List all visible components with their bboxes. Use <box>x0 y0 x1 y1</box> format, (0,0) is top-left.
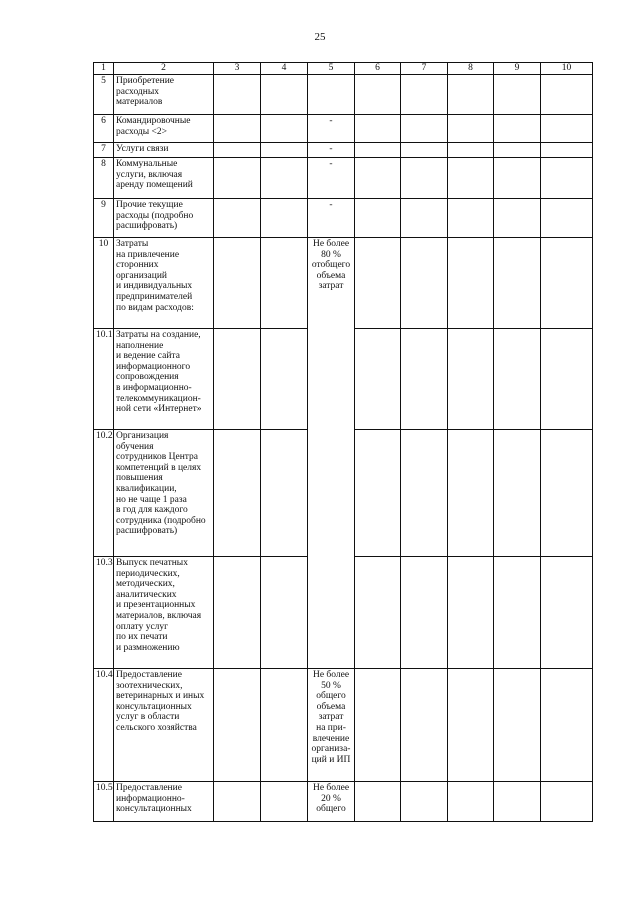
cell <box>214 329 261 430</box>
table-row <box>94 669 593 782</box>
cell <box>214 557 261 669</box>
row-number: 10 <box>94 238 114 329</box>
cell <box>401 669 448 782</box>
cell <box>494 669 541 782</box>
table-row <box>94 143 593 158</box>
header-cell: 6 <box>355 63 401 75</box>
cell <box>494 782 541 822</box>
cell <box>541 430 593 557</box>
row-name: Предоставление зоотехнических, ветеринарных и иных консультационных услуг в области сельского хозяйства <box>114 669 214 782</box>
header-cell: 4 <box>261 63 308 75</box>
row-number: 6 <box>94 115 114 143</box>
row-number: 10.4 <box>94 669 114 782</box>
cell <box>448 557 494 669</box>
cell <box>401 199 448 238</box>
cell <box>355 669 401 782</box>
cell <box>261 75 308 115</box>
cell <box>261 143 308 158</box>
cell <box>401 115 448 143</box>
cell <box>448 782 494 822</box>
cell <box>401 75 448 115</box>
cell-col5: Не более 50 % общего объема затрат на при- влечение организа- ций и ИП <box>308 669 355 782</box>
header-cell: 5 <box>308 63 355 75</box>
row-name: Организация обучения сотрудников Центра компетенций в целях повышения квалификации, но не чаще 1 раза в год для каждого сотрудника (подробно расшифровать) <box>114 430 214 557</box>
cell <box>355 199 401 238</box>
row-name: Приобретение расходных материалов <box>114 75 214 115</box>
cell-col5: - <box>308 199 355 238</box>
cell <box>448 75 494 115</box>
header-cell: 9 <box>494 63 541 75</box>
cell-col5: - <box>308 115 355 143</box>
cell <box>261 782 308 822</box>
cell <box>401 329 448 430</box>
table-row <box>94 158 593 199</box>
cell <box>214 238 261 329</box>
cell <box>401 158 448 199</box>
cell <box>494 115 541 143</box>
cell <box>401 430 448 557</box>
cell-col5-merged: Не более 80 % отобщего объема затрат <box>308 238 355 669</box>
page-number: 25 <box>314 31 326 43</box>
cell <box>261 669 308 782</box>
header-cell: 10 <box>541 63 593 75</box>
cell <box>355 329 401 430</box>
cell <box>355 238 401 329</box>
cell <box>261 199 308 238</box>
cell <box>494 143 541 158</box>
row-name: Затраты на привлечение сторонних организаций и индивидуальных предпринимателей по видам расходов: <box>114 238 214 329</box>
cell <box>214 158 261 199</box>
cell <box>448 430 494 557</box>
row-number: 10.2 <box>94 430 114 557</box>
cell <box>494 329 541 430</box>
header-cell: 8 <box>448 63 494 75</box>
table-row <box>94 238 593 329</box>
cell <box>261 557 308 669</box>
cell-col5: Не более 20 % общего <box>308 782 355 822</box>
budget-table <box>93 62 593 822</box>
cell <box>214 669 261 782</box>
cell <box>355 143 401 158</box>
cell <box>541 199 593 238</box>
cell <box>448 158 494 199</box>
cell <box>261 158 308 199</box>
cell <box>355 782 401 822</box>
cell <box>214 199 261 238</box>
row-name: Предоставление информационно- консультационных <box>114 782 214 822</box>
cell <box>448 238 494 329</box>
row-number: 10.5 <box>94 782 114 822</box>
cell-col5: - <box>308 143 355 158</box>
header-cell: 3 <box>214 63 261 75</box>
header-cell: 7 <box>401 63 448 75</box>
cell <box>541 557 593 669</box>
cell <box>448 669 494 782</box>
cell <box>494 199 541 238</box>
cell <box>541 782 593 822</box>
cell-col5 <box>308 75 355 115</box>
header-cell: 1 <box>94 63 114 75</box>
row-name: Командировочные расходы <2> <box>114 115 214 143</box>
row-number: 10.3 <box>94 557 114 669</box>
table-row <box>94 199 593 238</box>
row-number: 5 <box>94 75 114 115</box>
cell <box>214 782 261 822</box>
cell <box>214 115 261 143</box>
cell <box>541 115 593 143</box>
table-row <box>94 782 593 822</box>
cell <box>355 115 401 143</box>
cell <box>214 75 261 115</box>
cell <box>355 557 401 669</box>
row-number: 8 <box>94 158 114 199</box>
cell <box>541 669 593 782</box>
row-number: 10.1 <box>94 329 114 430</box>
cell <box>541 158 593 199</box>
cell <box>355 75 401 115</box>
row-name: Коммунальные услуги, включая аренду помещений <box>114 158 214 199</box>
cell <box>494 557 541 669</box>
row-number: 7 <box>94 143 114 158</box>
cell <box>448 115 494 143</box>
cell <box>401 557 448 669</box>
cell <box>401 143 448 158</box>
row-name: Затраты на создание, наполнение и ведение сайта информационного сопровождения в информационно- телекоммуникацион- ной сети «Интернет» <box>114 329 214 430</box>
row-name: Прочие текущие расходы (подробно расшифровать) <box>114 199 214 238</box>
cell <box>541 238 593 329</box>
header-cell: 2 <box>114 63 214 75</box>
row-name: Услуги связи <box>114 143 214 158</box>
cell <box>401 782 448 822</box>
cell <box>355 430 401 557</box>
cell <box>448 329 494 430</box>
cell <box>448 199 494 238</box>
cell <box>261 329 308 430</box>
cell <box>448 143 494 158</box>
cell <box>494 158 541 199</box>
cell <box>494 75 541 115</box>
cell <box>214 143 261 158</box>
table-row <box>94 75 593 115</box>
cell <box>541 329 593 430</box>
cell-col5: - <box>308 158 355 199</box>
cell <box>494 238 541 329</box>
row-number: 9 <box>94 199 114 238</box>
cell <box>261 430 308 557</box>
row-name: Выпуск печатных периодических, методических, аналитических и презентационных материалов, включая оплату услуг по их печати и размножению <box>114 557 214 669</box>
cell <box>261 115 308 143</box>
cell <box>261 238 308 329</box>
cell <box>541 75 593 115</box>
cell <box>541 143 593 158</box>
table-row <box>94 115 593 143</box>
table-header-row <box>94 63 593 75</box>
cell <box>355 158 401 199</box>
cell <box>214 430 261 557</box>
cell <box>401 238 448 329</box>
cell <box>494 430 541 557</box>
